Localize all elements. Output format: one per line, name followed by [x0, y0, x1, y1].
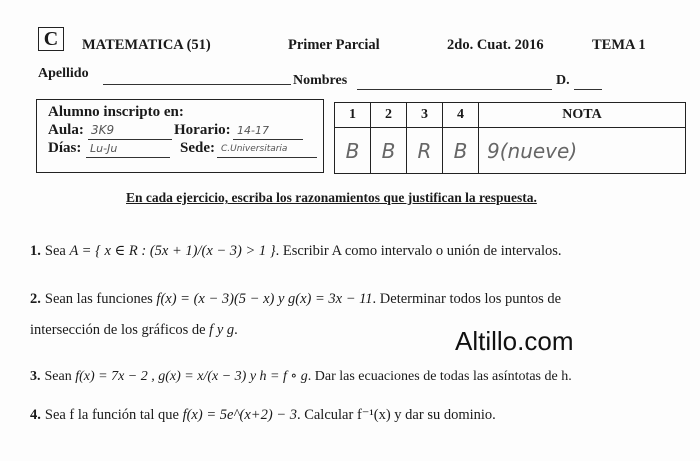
question-math: f(x) = (x − 3)(5 − x) y g(x) = 3x − 11	[156, 291, 373, 307]
exam-title: Primer Parcial	[288, 37, 380, 53]
apellido-label: Apellido	[38, 66, 89, 81]
watermark: Altillo.com	[455, 326, 574, 356]
question-text: . Escribir A como intervalo o unión de intervalos.	[275, 243, 562, 259]
apellido-field[interactable]	[103, 84, 291, 85]
horario-label: Horario:	[174, 122, 231, 138]
question-text: . Calcular f⁻¹(x) y dar su dominio.	[296, 407, 496, 423]
grade-value-1: B	[335, 128, 371, 174]
question-number: 1.	[30, 243, 41, 259]
horario-value: 14-17	[237, 124, 269, 137]
question-math: f y g	[209, 322, 235, 338]
sede-line	[217, 157, 317, 158]
horario-line	[233, 139, 303, 140]
grade-header-2: 2	[371, 103, 407, 128]
grade-value-2: B	[371, 128, 407, 174]
grade-header-nota: NOTA	[479, 103, 686, 128]
question-text: Sean	[44, 369, 76, 384]
grade-value-row	[335, 128, 686, 174]
question-text: Sea f la función tal que	[44, 407, 183, 423]
question-text: . Determinar todos los puntos de	[372, 291, 562, 307]
grade-header-3: 3	[407, 103, 443, 128]
subject-title: MATEMATICA (51)	[82, 37, 211, 53]
question-text: . Dar las ecuaciones de todas las asíntotas de h.	[307, 369, 572, 384]
dni-label: D.	[556, 73, 570, 88]
grade-header-1: 1	[335, 103, 371, 128]
aula-value: 3K9	[91, 123, 115, 137]
alumno-label: Alumno inscripto en:	[48, 104, 184, 120]
question-math: A = { x ∈ R : (5x + 1)/(x − 3) > 1 }	[69, 243, 276, 259]
instructions: En cada ejercicio, escriba los razonamientos que justifican la respuesta.	[126, 190, 537, 205]
aula-line	[88, 139, 172, 140]
question-text: Sean las funciones	[44, 291, 157, 307]
question-4	[30, 407, 496, 424]
tema-letter-box: C	[38, 27, 64, 51]
question-text: Sea	[44, 243, 70, 259]
tema-label: TEMA 1	[592, 37, 646, 53]
question-math: f(x) = 5e^(x+2) − 3	[182, 407, 297, 423]
aula-label: Aula:	[48, 122, 84, 138]
question-2-continued	[30, 322, 238, 339]
grade-table	[334, 102, 686, 174]
question-number: 4.	[30, 407, 41, 423]
question-3	[30, 368, 572, 385]
dias-value: Lu-Ju	[90, 142, 118, 155]
question-2	[30, 291, 561, 308]
grade-value-3: R	[407, 128, 443, 174]
grade-header-4: 4	[443, 103, 479, 128]
dni-field[interactable]	[574, 89, 602, 90]
dias-line	[86, 157, 170, 158]
nombres-label: Nombres	[293, 73, 348, 88]
question-1	[30, 243, 562, 260]
grade-value-4: B	[443, 128, 479, 174]
sede-value: C.Universitaria	[221, 144, 288, 154]
sede-label: Sede:	[180, 140, 215, 156]
dias-label: Días:	[48, 140, 82, 156]
question-number: 3.	[30, 369, 41, 384]
question-text: intersección de los gráficos de	[30, 322, 210, 338]
grade-value-nota: 9(nueve)	[479, 128, 686, 174]
nombres-field[interactable]	[357, 89, 552, 90]
question-math: f(x) = 7x − 2 , g(x) = x/(x − 3) y h = f ∘ g	[75, 369, 308, 384]
question-number: 2.	[30, 291, 41, 307]
exam-period: 2do. Cuat. 2016	[447, 37, 544, 53]
question-text: .	[234, 322, 238, 338]
grade-header-row	[335, 103, 686, 128]
